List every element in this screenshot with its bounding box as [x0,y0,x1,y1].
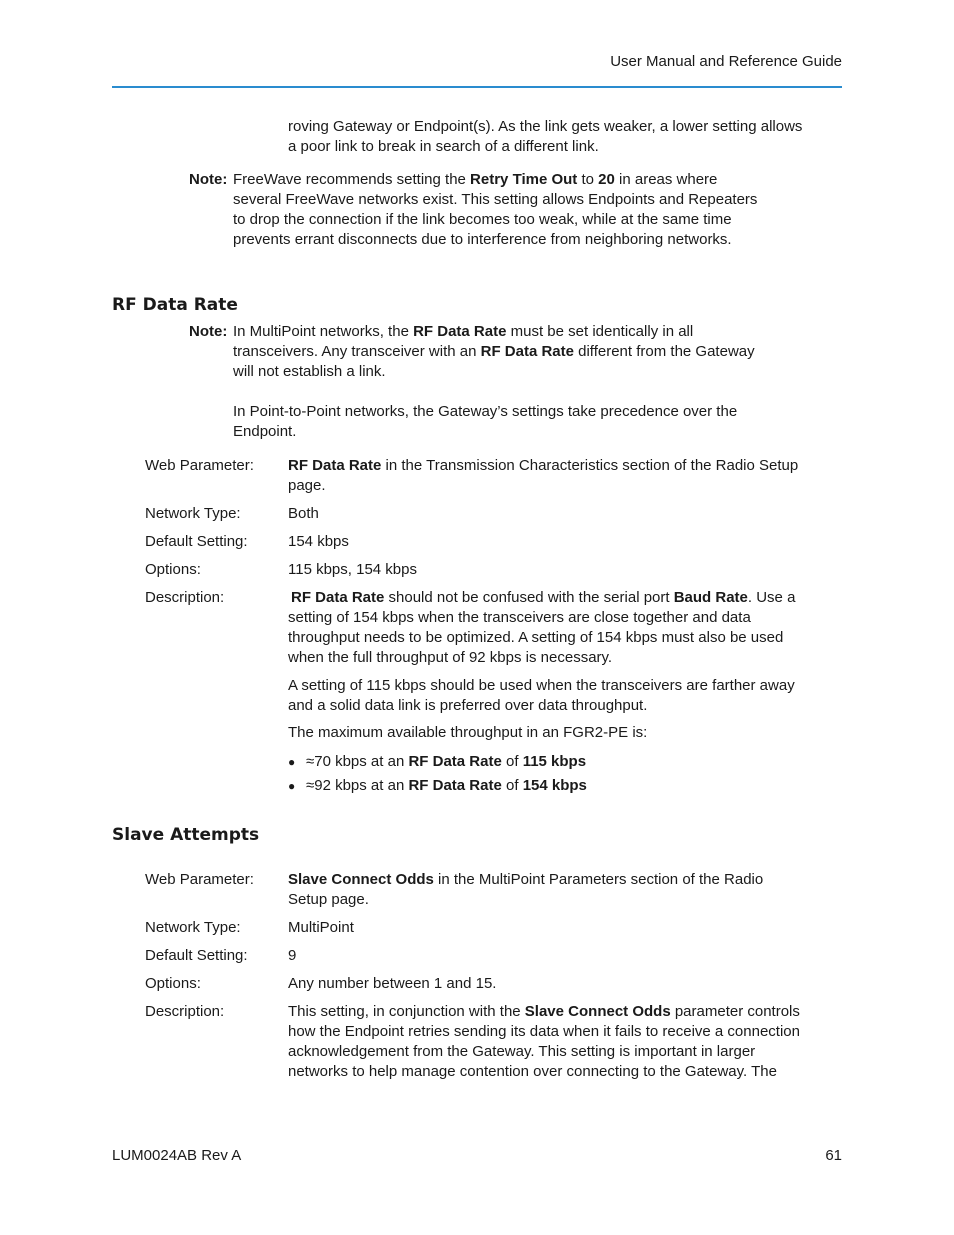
field-label: Web Parameter: [145,457,254,474]
note-line [233,342,755,362]
note-line: Endpoint. [233,423,297,440]
intro-paragraph [288,117,802,157]
bullet-bold: RF Data Rate [408,753,502,770]
field-label: Network Type: [145,505,241,522]
field-label: Options: [145,561,201,578]
desc-text: parameter controls [670,1003,800,1020]
footer-document-id: LUM0024AB Rev A [112,1147,242,1164]
note-line: will not establish a link. [233,363,386,380]
desc-text: how the Endpoint retries sending its data when it fails to receive a connection [288,1023,800,1040]
note-line: several FreeWave networks exist. This setting allows Endpoints and Repeaters [233,191,758,208]
note-text: to [577,171,599,188]
default-setting-value: 154 kbps [288,533,349,550]
bullet-icon: ● [288,779,296,793]
note-bold: Retry Time Out [470,171,578,188]
note-rf-data-rate [233,322,755,442]
note-line: to drop the connection if the link becomes too weak, while at the same time [233,211,732,228]
page-header-title: User Manual and Reference Guide [610,53,842,70]
desc-bold: Slave Connect Odds [524,1003,671,1020]
network-type-value: MultiPoint [288,919,354,936]
note-line: In Point-to-Point networks, the Gateway’s settings take precedence over the [233,403,738,420]
field-label: Default Setting: [145,533,248,550]
list-item [288,776,587,796]
desc-text: should not be confused with the serial port [384,589,674,606]
note-label: Note: [189,323,228,340]
field-label: Network Type: [145,919,241,936]
section-heading-rf-data-rate: RF Data Rate [112,295,238,315]
param-text: page. [288,477,326,494]
section-heading-slave-attempts: Slave Attempts [112,825,260,845]
note-text: In MultiPoint networks, the [233,323,414,340]
default-setting-value: 9 [288,947,297,964]
web-parameter-value [288,456,808,496]
intro-line: roving Gateway or Endpoint(s). As the link gets weaker, a lower setting allows [288,118,803,135]
note-retry-time-out [233,170,757,250]
desc-text: and a solid data link is preferred over data throughput. [288,697,648,714]
note-text: FreeWave recommends setting the [233,171,471,188]
list-item [288,752,586,772]
desc-bold: RF Data Rate [291,589,385,606]
bullet-icon: ● [288,755,296,769]
note-line: prevents errant disconnects due to interference from neighboring networks. [233,231,732,248]
param-name: RF Data Rate [288,457,382,474]
note-text: in areas where [614,171,718,188]
bullet-text: ≈92 kbps at an [306,777,409,794]
field-label: Options: [145,975,201,992]
field-label: Description: [145,589,225,606]
intro-line: a poor link to break in search of a different link. [288,138,599,155]
bullet-bold: 115 kbps [522,753,587,770]
desc-text: This setting, in conjunction with the [288,1003,525,1020]
note-bold: 20 [598,171,615,188]
web-parameter-value [288,870,808,910]
desc-bold: Baud Rate [673,589,748,606]
note-line [233,170,757,190]
description-paragraph: The maximum available throughput in an FGR2-PE is: [288,724,648,741]
field-label: Description: [145,1003,225,1020]
bullet-bold: RF Data Rate [408,777,502,794]
footer-page-number: 61 [825,1147,842,1164]
description-paragraph [288,676,808,716]
desc-text: when the full throughput of 92 kbps is necessary. [288,649,613,666]
header-divider [112,86,842,88]
desc-text: acknowledgement from the Gateway. This setting is important in larger [288,1043,756,1060]
description-value [288,588,808,668]
bullet-bold: 154 kbps [522,777,587,794]
bullet-text: of [501,753,523,770]
network-type-value: Both [288,505,319,522]
desc-text: . Use a [747,589,796,606]
note-bold: RF Data Rate [480,343,574,360]
desc-text: A setting of 115 kbps should be used when the transceivers are farther away [288,677,795,694]
options-value: 115 kbps, 154 kbps [288,561,417,578]
param-text: in the MultiPoint Parameters section of the Radio [433,871,764,888]
note-bold: RF Data Rate [413,323,507,340]
field-label: Web Parameter: [145,871,254,888]
bullet-text: of [501,777,523,794]
desc-text: throughput needs to be optimized. A setting of 154 kbps must also be used [288,629,784,646]
note-label: Note: [189,171,228,188]
param-name: Slave Connect Odds [288,871,434,888]
field-label: Default Setting: [145,947,248,964]
desc-text: networks to help manage contention over connecting to the Gateway. The [288,1063,777,1080]
bullet-text: ≈70 kbps at an [306,753,409,770]
note-text: transceivers. Any transceiver with an [233,343,481,360]
note-line [233,322,755,342]
note-text: must be set identically in all [506,323,694,340]
param-text: Setup page. [288,891,369,908]
note-text: different from the Gateway [573,343,755,360]
options-value: Any number between 1 and 15. [288,975,497,992]
param-text: in the Transmission Characteristics section of the Radio Setup [381,457,799,474]
description-value [288,1002,808,1082]
desc-text: setting of 154 kbps when the transceivers are close together and data [288,609,751,626]
